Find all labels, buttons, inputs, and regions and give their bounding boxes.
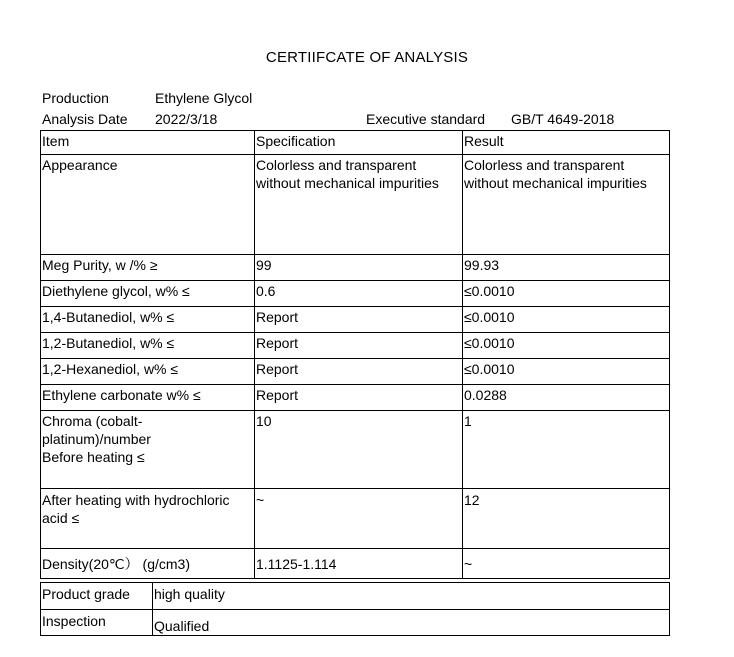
item-cell: 1,4-Butanediol, w% ≤: [41, 307, 255, 333]
production-label: Production: [42, 90, 109, 106]
column-header-result: Result: [463, 131, 670, 155]
result-cell: ≤0.0010: [463, 359, 670, 385]
result-cell: Colorless and transparent without mechanical impurities: [463, 155, 670, 255]
item-cell: 1,2-Butanediol, w% ≤: [41, 333, 255, 359]
table-row: [41, 333, 670, 359]
result-cell: 1: [463, 411, 670, 489]
column-header-specification: Specification: [255, 131, 463, 155]
result-cell: 12: [463, 489, 670, 549]
specification-cell: 99: [255, 255, 463, 281]
result-cell: ≤0.0010: [463, 333, 670, 359]
executive-standard-value: GB/T 4649-2018: [511, 111, 615, 127]
analysis-date-value: 2022/3/18: [155, 111, 218, 127]
document-title: CERTIIFCATE OF ANALYSIS: [265, 49, 469, 66]
specification-cell: ~: [255, 489, 463, 549]
specification-cell: Report: [255, 359, 463, 385]
item-cell: Meg Purity, w /% ≥: [41, 255, 255, 281]
specification-cell: Report: [255, 307, 463, 333]
table-row: [41, 385, 670, 411]
result-cell: ≤0.0010: [463, 281, 670, 307]
table-row: [41, 549, 670, 579]
column-header-item: Item: [41, 131, 255, 155]
table-row: [41, 155, 670, 255]
item-cell: After heating with hydrochloric acid ≤: [41, 489, 255, 549]
specification-cell: Report: [255, 333, 463, 359]
table-row: [41, 583, 670, 610]
item-cell: Diethylene glycol, w% ≤: [41, 281, 255, 307]
item-cell: 1,2-Hexanediol, w% ≤: [41, 359, 255, 385]
specification-cell: 1.1125-1.114: [255, 549, 463, 579]
executive-standard-label: Executive standard: [366, 111, 486, 127]
table-row: [41, 411, 670, 489]
product-grade-label: Product grade: [41, 583, 153, 610]
inspection-label: Inspection: [41, 610, 153, 636]
summary-table: [40, 582, 670, 636]
result-cell: ~: [463, 549, 670, 579]
specification-cell: Colorless and transparent without mechanical impurities: [255, 155, 463, 255]
specification-cell: 0.6: [255, 281, 463, 307]
analysis-table: [40, 130, 670, 579]
specification-cell: Report: [255, 385, 463, 411]
result-cell: ≤0.0010: [463, 307, 670, 333]
specification-cell: 10: [255, 411, 463, 489]
analysis-date-label: Analysis Date: [42, 111, 128, 127]
item-cell: Density(20℃） (g/cm3): [41, 549, 255, 579]
table-row: [41, 281, 670, 307]
production-value: Ethylene Glycol: [155, 90, 253, 106]
item-cell: Chroma (cobalt-platinum)/number Before heating ≤: [41, 411, 255, 489]
result-cell: 99.93: [463, 255, 670, 281]
table-row: [41, 307, 670, 333]
table-header-row: [41, 131, 670, 155]
table-row: [41, 255, 670, 281]
inspection-value: Qualified: [153, 610, 670, 636]
table-row: [41, 610, 670, 636]
product-grade-value: high quality: [153, 583, 670, 610]
table-row: [41, 359, 670, 385]
item-cell: Ethylene carbonate w% ≤: [41, 385, 255, 411]
item-cell: Appearance: [41, 155, 255, 255]
result-cell: 0.0288: [463, 385, 670, 411]
table-row: [41, 489, 670, 549]
